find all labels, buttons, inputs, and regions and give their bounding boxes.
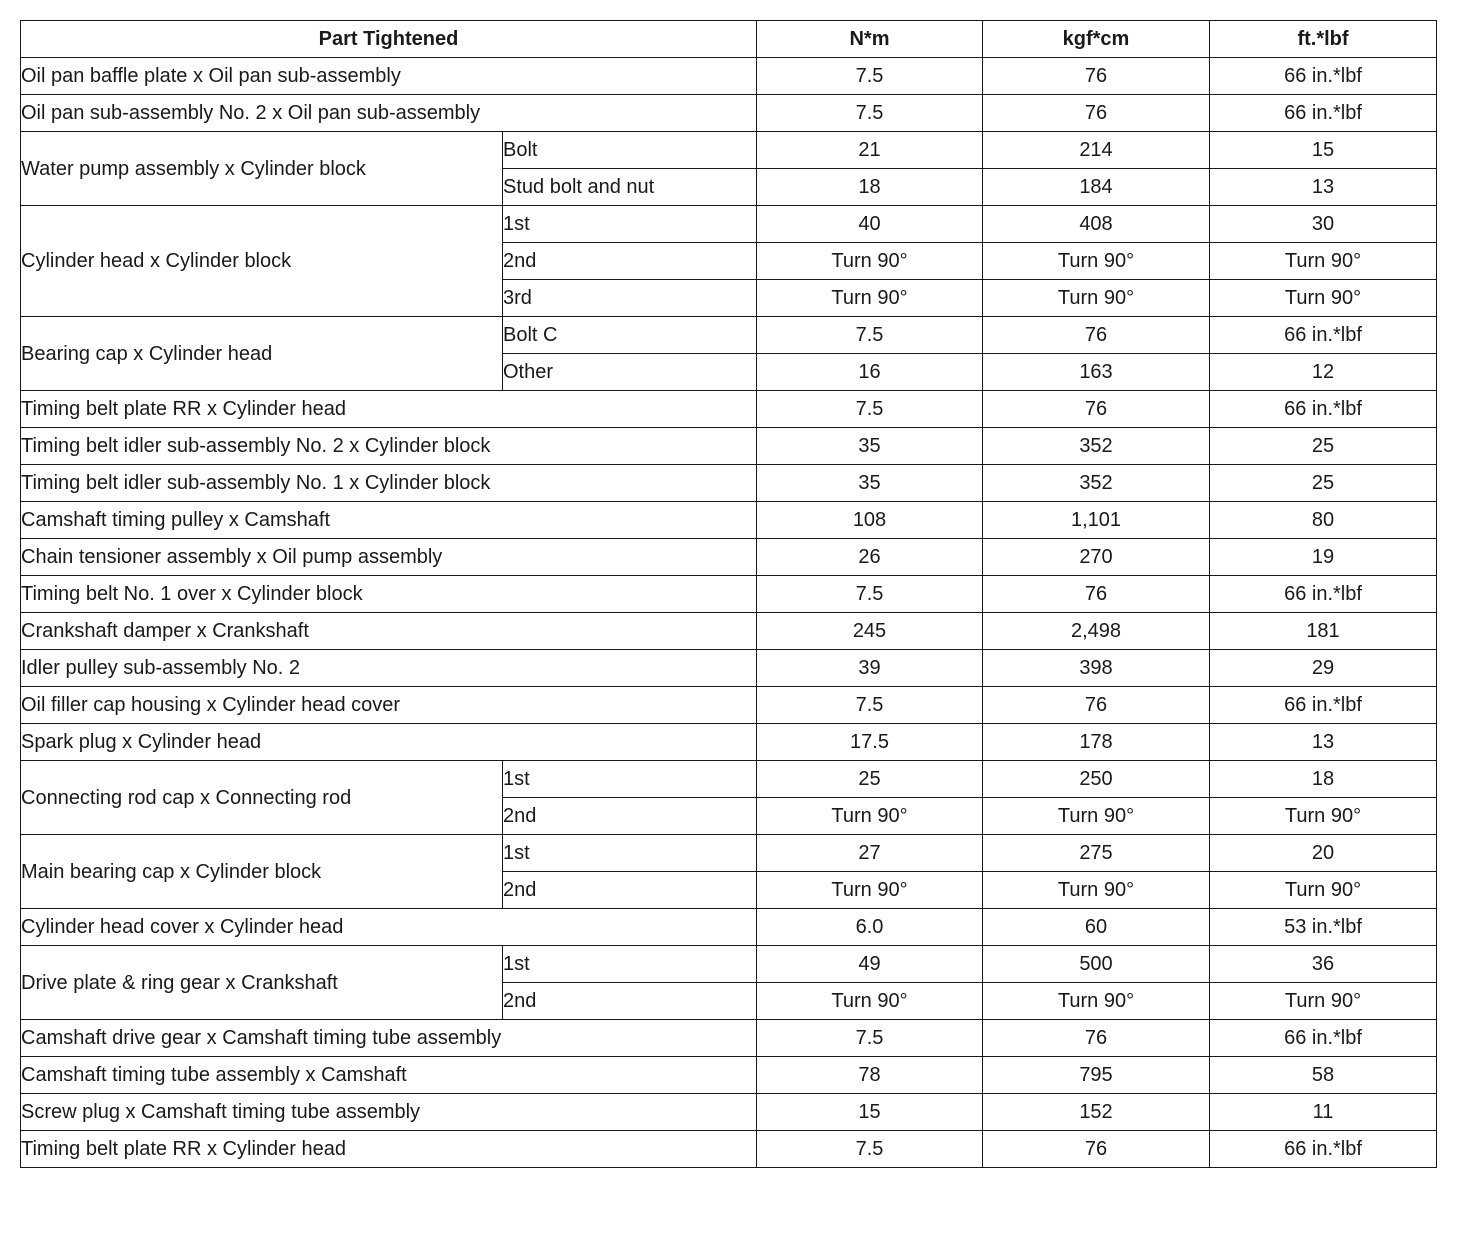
kgfcm-value-cell: 275 [983,835,1210,872]
nm-value-cell: 6.0 [757,909,983,946]
part-name-cell: Timing belt idler sub-assembly No. 1 x Cylinder block [21,465,757,502]
kgfcm-value-cell: 352 [983,465,1210,502]
part-name-cell: Timing belt idler sub-assembly No. 2 x Cylinder block [21,428,757,465]
table-row [21,95,1437,132]
part-name-cell: Screw plug x Camshaft timing tube assembly [21,1094,757,1131]
ftlbf-value-cell: 20 [1210,835,1437,872]
sub-step-cell: 2nd [503,798,757,835]
nm-value-cell: 7.5 [757,58,983,95]
table-body [21,58,1437,1168]
kgfcm-value-cell: 76 [983,58,1210,95]
header-row [21,21,1437,58]
sub-step-cell: 1st [503,946,757,983]
ftlbf-value-cell: Turn 90° [1210,983,1437,1020]
nm-value-cell: 78 [757,1057,983,1094]
kgfcm-value-cell: 76 [983,95,1210,132]
torque-table [20,20,1437,1168]
table-header [21,21,1437,58]
nm-value-cell: 16 [757,354,983,391]
ftlbf-value-cell: 66 in.*lbf [1210,317,1437,354]
table-row [21,58,1437,95]
sub-step-cell: 1st [503,761,757,798]
header-nm: N*m [757,21,983,58]
ftlbf-value-cell: Turn 90° [1210,243,1437,280]
kgfcm-value-cell: 76 [983,1020,1210,1057]
kgfcm-value-cell: Turn 90° [983,798,1210,835]
table-row [21,206,1437,243]
kgfcm-value-cell: 352 [983,428,1210,465]
torque-spec-sheet [20,20,1437,1168]
part-name-cell: Water pump assembly x Cylinder block [21,132,503,206]
part-name-cell: Oil filler cap housing x Cylinder head cover [21,687,757,724]
nm-value-cell: 7.5 [757,391,983,428]
nm-value-cell: 21 [757,132,983,169]
part-name-cell: Bearing cap x Cylinder head [21,317,503,391]
table-row [21,687,1437,724]
kgfcm-value-cell: 250 [983,761,1210,798]
table-row [21,502,1437,539]
part-name-cell: Idler pulley sub-assembly No. 2 [21,650,757,687]
kgfcm-value-cell: 795 [983,1057,1210,1094]
ftlbf-value-cell: 66 in.*lbf [1210,95,1437,132]
table-row [21,428,1437,465]
kgfcm-value-cell: 76 [983,1131,1210,1168]
sub-step-cell: 2nd [503,243,757,280]
ftlbf-value-cell: 25 [1210,465,1437,502]
header-ftlbf: ft.*lbf [1210,21,1437,58]
part-name-cell: Main bearing cap x Cylinder block [21,835,503,909]
ftlbf-value-cell: 30 [1210,206,1437,243]
sub-step-cell: Bolt [503,132,757,169]
ftlbf-value-cell: 66 in.*lbf [1210,687,1437,724]
table-row [21,724,1437,761]
part-name-cell: Cylinder head cover x Cylinder head [21,909,757,946]
sub-step-cell: Bolt C [503,317,757,354]
kgfcm-value-cell: Turn 90° [983,872,1210,909]
nm-value-cell: 39 [757,650,983,687]
part-name-cell: Camshaft timing pulley x Camshaft [21,502,757,539]
ftlbf-value-cell: 58 [1210,1057,1437,1094]
table-row [21,1131,1437,1168]
table-row [21,132,1437,169]
nm-value-cell: 7.5 [757,95,983,132]
ftlbf-value-cell: 80 [1210,502,1437,539]
nm-value-cell: 35 [757,465,983,502]
ftlbf-value-cell: 53 in.*lbf [1210,909,1437,946]
table-row [21,465,1437,502]
kgfcm-value-cell: 76 [983,687,1210,724]
ftlbf-value-cell: 66 in.*lbf [1210,576,1437,613]
part-name-cell: Cylinder head x Cylinder block [21,206,503,317]
table-row [21,909,1437,946]
ftlbf-value-cell: 66 in.*lbf [1210,58,1437,95]
kgfcm-value-cell: 76 [983,317,1210,354]
ftlbf-value-cell: 66 in.*lbf [1210,1131,1437,1168]
part-name-cell: Timing belt No. 1 over x Cylinder block [21,576,757,613]
kgfcm-value-cell: Turn 90° [983,243,1210,280]
kgfcm-value-cell: 398 [983,650,1210,687]
table-row [21,650,1437,687]
ftlbf-value-cell: 15 [1210,132,1437,169]
nm-value-cell: 25 [757,761,983,798]
nm-value-cell: 35 [757,428,983,465]
kgfcm-value-cell: Turn 90° [983,983,1210,1020]
nm-value-cell: 245 [757,613,983,650]
kgfcm-value-cell: 178 [983,724,1210,761]
table-row [21,835,1437,872]
part-name-cell: Timing belt plate RR x Cylinder head [21,1131,757,1168]
sub-step-cell: Other [503,354,757,391]
table-row [21,317,1437,354]
kgfcm-value-cell: 500 [983,946,1210,983]
ftlbf-value-cell: 29 [1210,650,1437,687]
kgfcm-value-cell: 60 [983,909,1210,946]
ftlbf-value-cell: 13 [1210,724,1437,761]
nm-value-cell: Turn 90° [757,280,983,317]
nm-value-cell: 40 [757,206,983,243]
nm-value-cell: 7.5 [757,1020,983,1057]
header-part-tightened: Part Tightened [21,21,757,58]
part-name-cell: Drive plate & ring gear x Crankshaft [21,946,503,1020]
table-row [21,576,1437,613]
nm-value-cell: 26 [757,539,983,576]
kgfcm-value-cell: 76 [983,391,1210,428]
kgfcm-value-cell: 184 [983,169,1210,206]
kgfcm-value-cell: 163 [983,354,1210,391]
ftlbf-value-cell: Turn 90° [1210,798,1437,835]
part-name-cell: Camshaft timing tube assembly x Camshaft [21,1057,757,1094]
nm-value-cell: Turn 90° [757,983,983,1020]
nm-value-cell: Turn 90° [757,872,983,909]
nm-value-cell: 15 [757,1094,983,1131]
table-row [21,761,1437,798]
kgfcm-value-cell: Turn 90° [983,280,1210,317]
sub-step-cell: 2nd [503,872,757,909]
sub-step-cell: 3rd [503,280,757,317]
part-name-cell: Crankshaft damper x Crankshaft [21,613,757,650]
nm-value-cell: Turn 90° [757,798,983,835]
ftlbf-value-cell: 36 [1210,946,1437,983]
nm-value-cell: 108 [757,502,983,539]
kgfcm-value-cell: 1,101 [983,502,1210,539]
nm-value-cell: Turn 90° [757,243,983,280]
nm-value-cell: 7.5 [757,317,983,354]
sub-step-cell: Stud bolt and nut [503,169,757,206]
ftlbf-value-cell: 18 [1210,761,1437,798]
table-row [21,1057,1437,1094]
ftlbf-value-cell: 13 [1210,169,1437,206]
ftlbf-value-cell: Turn 90° [1210,872,1437,909]
table-row [21,539,1437,576]
kgfcm-value-cell: 408 [983,206,1210,243]
nm-value-cell: 18 [757,169,983,206]
nm-value-cell: 17.5 [757,724,983,761]
kgfcm-value-cell: 2,498 [983,613,1210,650]
ftlbf-value-cell: 12 [1210,354,1437,391]
nm-value-cell: 49 [757,946,983,983]
ftlbf-value-cell: 19 [1210,539,1437,576]
table-row [21,1094,1437,1131]
table-row [21,946,1437,983]
part-name-cell: Timing belt plate RR x Cylinder head [21,391,757,428]
sub-step-cell: 1st [503,835,757,872]
part-name-cell: Chain tensioner assembly x Oil pump assembly [21,539,757,576]
table-row [21,1020,1437,1057]
kgfcm-value-cell: 270 [983,539,1210,576]
part-name-cell: Oil pan sub-assembly No. 2 x Oil pan sub-assembly [21,95,757,132]
table-row [21,391,1437,428]
sub-step-cell: 1st [503,206,757,243]
ftlbf-value-cell: 66 in.*lbf [1210,1020,1437,1057]
nm-value-cell: 7.5 [757,576,983,613]
header-kgfcm: kgf*cm [983,21,1210,58]
kgfcm-value-cell: 214 [983,132,1210,169]
ftlbf-value-cell: 181 [1210,613,1437,650]
ftlbf-value-cell: 66 in.*lbf [1210,391,1437,428]
kgfcm-value-cell: 152 [983,1094,1210,1131]
kgfcm-value-cell: 76 [983,576,1210,613]
ftlbf-value-cell: Turn 90° [1210,280,1437,317]
ftlbf-value-cell: 11 [1210,1094,1437,1131]
nm-value-cell: 7.5 [757,1131,983,1168]
nm-value-cell: 7.5 [757,687,983,724]
part-name-cell: Connecting rod cap x Connecting rod [21,761,503,835]
ftlbf-value-cell: 25 [1210,428,1437,465]
nm-value-cell: 27 [757,835,983,872]
part-name-cell: Oil pan baffle plate x Oil pan sub-assembly [21,58,757,95]
sub-step-cell: 2nd [503,983,757,1020]
table-row [21,613,1437,650]
part-name-cell: Spark plug x Cylinder head [21,724,757,761]
part-name-cell: Camshaft drive gear x Camshaft timing tube assembly [21,1020,757,1057]
